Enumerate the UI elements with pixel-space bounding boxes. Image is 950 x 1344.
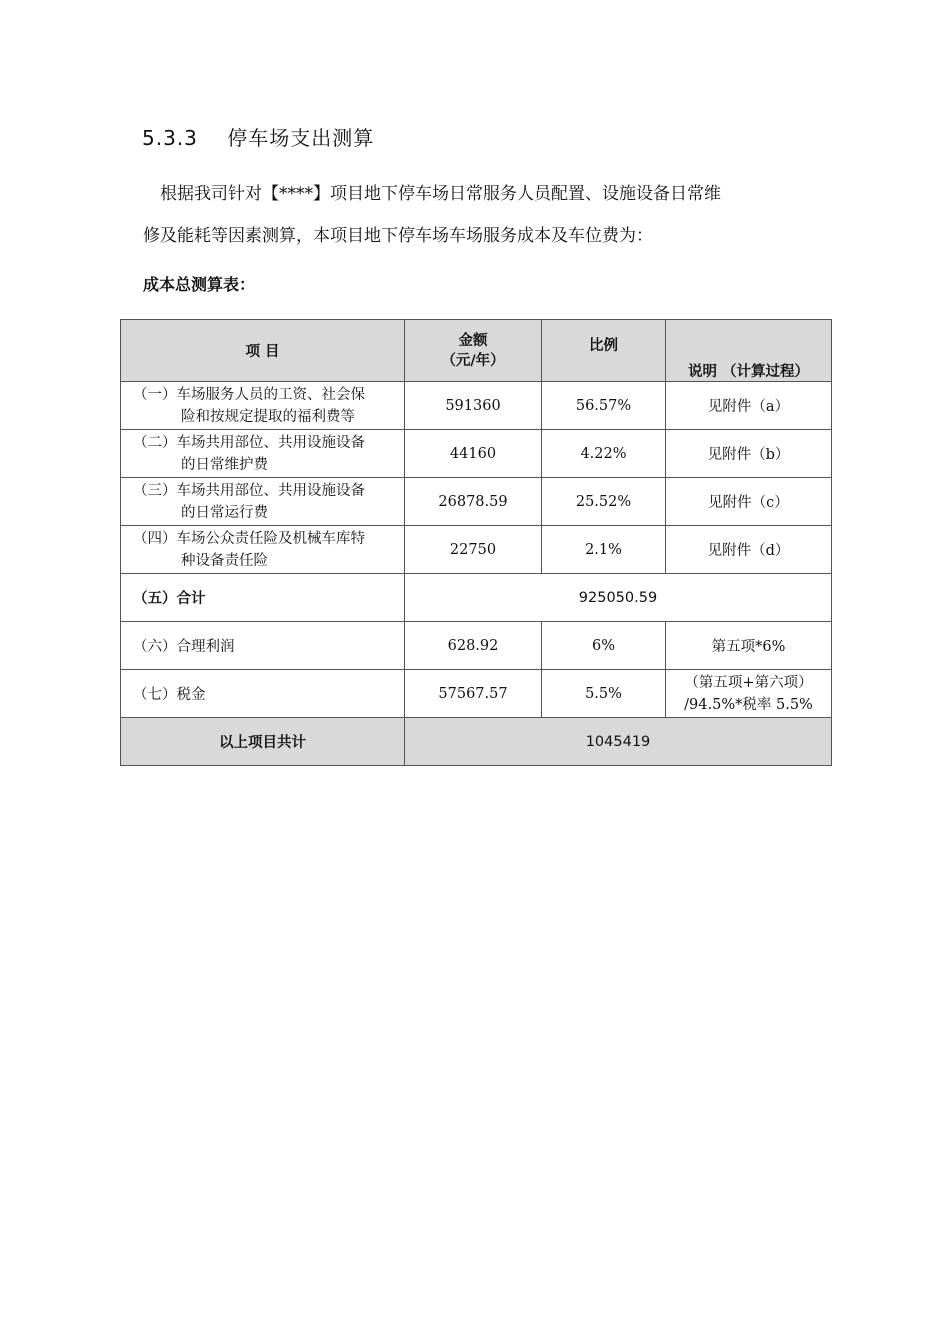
tax-note-line2: /94.5%*税率 5.5% xyxy=(684,696,813,713)
tax-label: （七）税金 xyxy=(121,670,405,718)
section-title: 停车场支出测算 xyxy=(227,126,375,150)
header-amount-line1: 金额 xyxy=(458,332,488,349)
row-item-line1: （二）车场共用部位、共用设施设备 xyxy=(133,434,365,451)
row-item-line1: （四）车场公众责任险及机械车库特 xyxy=(133,530,365,547)
table-header-row xyxy=(121,320,832,382)
row-item-line1: （一）车场服务人员的工资、社会保 xyxy=(133,386,365,403)
profit-amount: 628.92 xyxy=(405,622,542,670)
profit-ratio: 6% xyxy=(542,622,666,670)
row-ratio: 56.57% xyxy=(542,382,666,430)
row-amount: 26878.59 xyxy=(405,478,542,526)
table-row xyxy=(121,382,832,430)
row-note: 见附件（a） xyxy=(666,382,832,430)
header-amount-line2: （元/年） xyxy=(441,352,505,369)
row-item xyxy=(121,478,405,526)
row-note: 见附件（b） xyxy=(666,430,832,478)
row-item-line2: 种设备责任险 xyxy=(181,552,268,569)
header-ratio: 比例 xyxy=(542,320,666,382)
subtotal-row xyxy=(121,574,832,622)
tax-row xyxy=(121,670,832,718)
header-note: 说明 （计算过程） xyxy=(666,320,832,382)
row-ratio: 2.1% xyxy=(542,526,666,574)
row-amount: 44160 xyxy=(405,430,542,478)
header-amount xyxy=(405,320,542,382)
table-title: 成本总测算表： xyxy=(143,275,256,294)
row-item-line2: 的日常维护费 xyxy=(181,456,268,473)
tax-ratio: 5.5% xyxy=(542,670,666,718)
row-note: 见附件（c） xyxy=(666,478,832,526)
profit-note: 第五项*6% xyxy=(666,622,832,670)
section-number: 5.3.3 xyxy=(142,126,198,150)
grand-total-amount: 1045419 xyxy=(405,718,832,766)
grand-total-row xyxy=(121,718,832,766)
table-row xyxy=(121,526,832,574)
section-heading xyxy=(142,122,374,151)
table-row xyxy=(121,478,832,526)
row-item xyxy=(121,430,405,478)
tax-note-line1: （第五项+第六项） xyxy=(684,674,813,691)
row-ratio: 25.52% xyxy=(542,478,666,526)
row-item-line1: （三）车场共用部位、共用设施设备 xyxy=(133,482,365,499)
row-amount: 22750 xyxy=(405,526,542,574)
profit-label: （六）合理利润 xyxy=(121,622,405,670)
row-ratio: 4.22% xyxy=(542,430,666,478)
intro-line-1: 根据我司针对【****】项目地下停车场日常服务人员配置、设施设备日常维 xyxy=(160,184,721,204)
row-item-line2: 险和按规定提取的福利费等 xyxy=(181,408,355,425)
profit-row xyxy=(121,622,832,670)
intro-line-2: 修及能耗等因素测算，本项目地下停车场车场服务成本及车位费为： xyxy=(143,226,653,246)
tax-amount: 57567.57 xyxy=(405,670,542,718)
row-amount: 591360 xyxy=(405,382,542,430)
table-row xyxy=(121,430,832,478)
header-item: 项 目 xyxy=(121,320,405,382)
tax-note xyxy=(666,670,832,718)
row-item-line2: 的日常运行费 xyxy=(181,504,268,521)
row-item xyxy=(121,382,405,430)
grand-total-label: 以上项目共计 xyxy=(121,718,405,766)
row-item xyxy=(121,526,405,574)
subtotal-label: （五）合计 xyxy=(121,574,405,622)
cost-table xyxy=(120,319,832,766)
intro-paragraph xyxy=(143,173,823,257)
row-note: 见附件（d） xyxy=(666,526,832,574)
subtotal-amount: 925050.59 xyxy=(405,574,832,622)
